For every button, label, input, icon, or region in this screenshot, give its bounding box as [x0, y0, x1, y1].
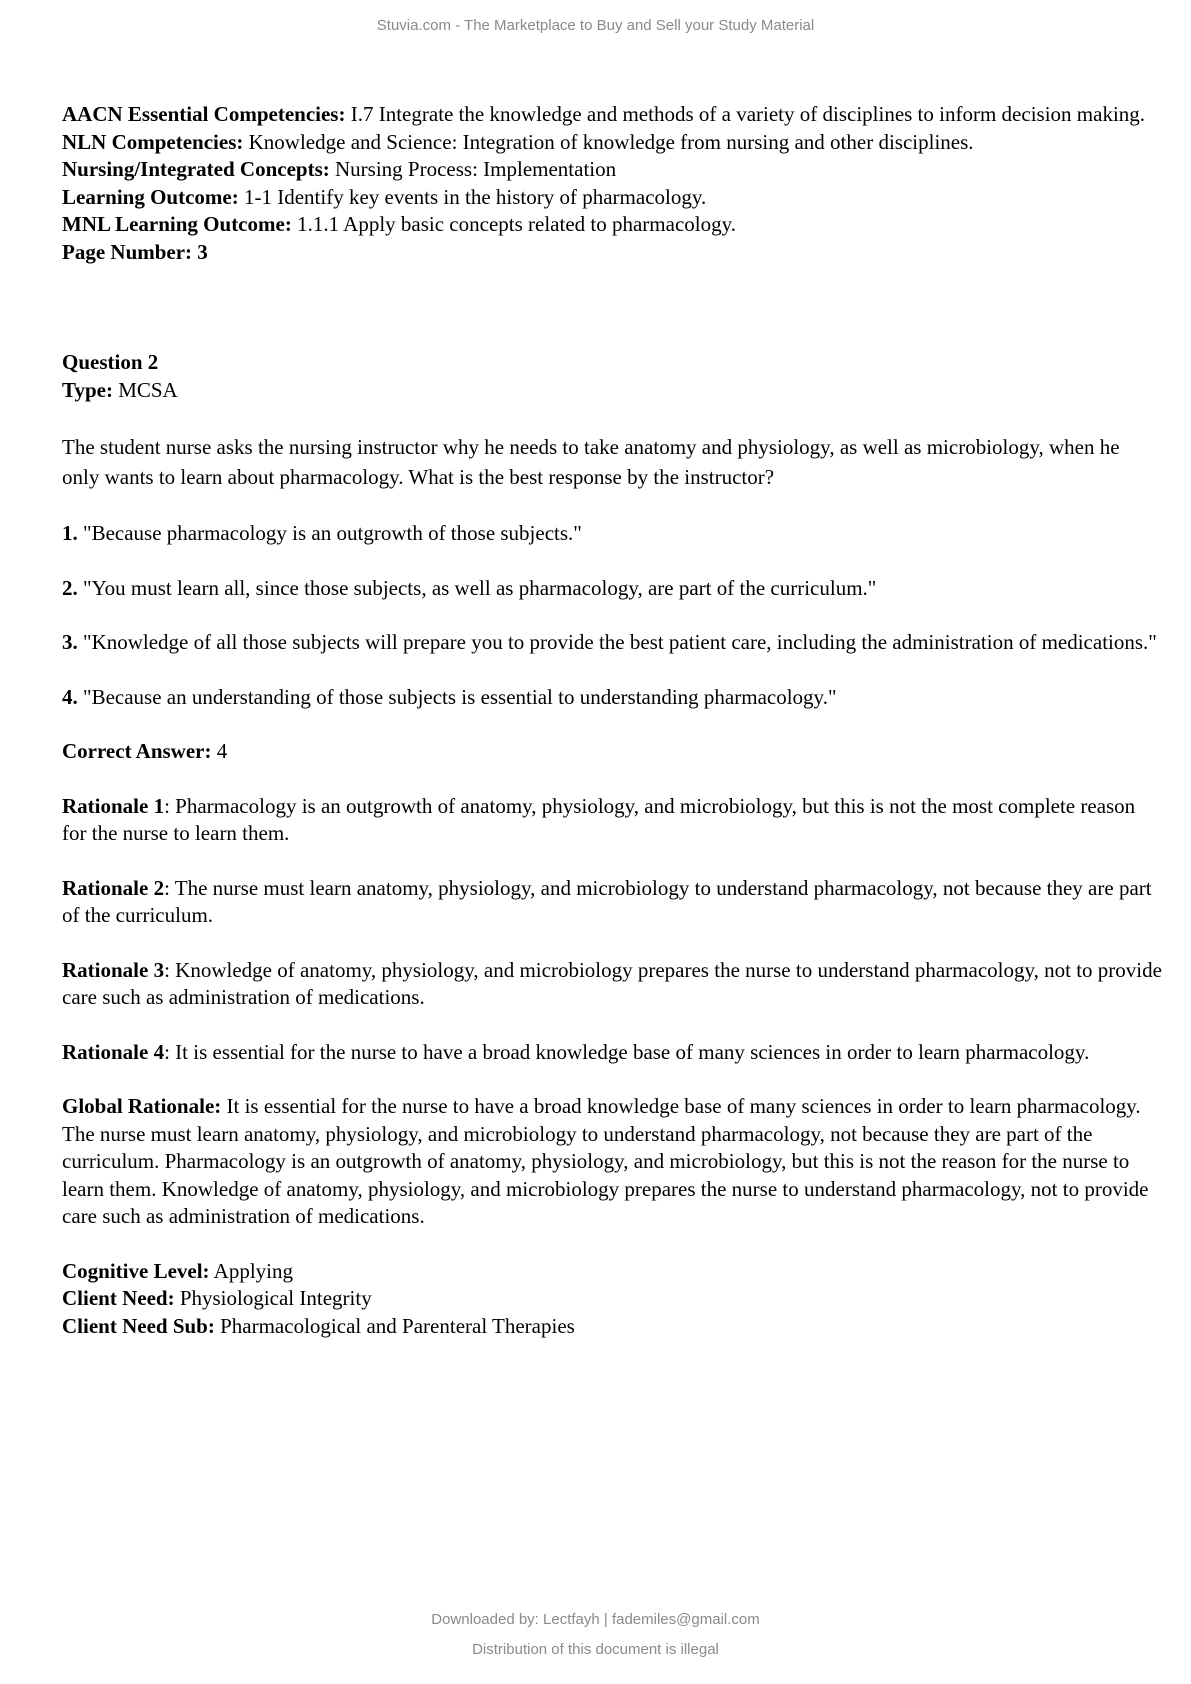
client-need-value: Physiological Integrity [174, 1286, 372, 1310]
cognitive-level-line [62, 1258, 1162, 1286]
rationale-label: Rationale 1 [62, 793, 165, 818]
option-number: 2. [62, 575, 78, 600]
rationale-1 [62, 793, 1162, 848]
document-body [62, 101, 1162, 1340]
question-type-line [62, 377, 1162, 405]
client-need-sub-label: Client Need Sub: [62, 1313, 215, 1338]
nursing-concepts-value: Nursing Process: Implementation [329, 157, 617, 181]
option-3 [62, 629, 1162, 657]
option-text: "Because an understanding of those subjects is essential to understanding pharmacology." [77, 684, 837, 709]
mnl-outcome-line [62, 211, 1162, 239]
rationale-3 [62, 957, 1162, 1012]
nursing-concepts-line [62, 156, 1162, 184]
option-2 [62, 575, 1162, 603]
question-stem: The student nurse asks the nursing instructor why he needs to take anatomy and physiology, as well as microbiology, when he only wants to learn about pharmacology. What is the best response by the instructor? [62, 435, 1120, 489]
correct-answer-value: 4 [211, 739, 228, 763]
correct-answer-label: Correct Answer: [62, 739, 212, 763]
nln-value: Knowledge and Science: Integration of knowledge from nursing and other disciplines. [243, 129, 974, 154]
rationale-label: Rationale 2 [62, 875, 165, 900]
rationale-text: : The nurse must learn anatomy, physiology, and microbiology to understand pharmacology, not because they are part of the curriculum. [62, 875, 1152, 927]
rationale-text: : It is essential for the nurse to have a broad knowledge base of many sciences in order to learn pharmacology. [164, 1039, 1090, 1064]
footer-downloaded: Downloaded by: Lectfayh | fademiles@gmail.com [431, 1611, 760, 1628]
question-title: Question 2 [62, 350, 159, 374]
client-need-sub-line [62, 1313, 1162, 1341]
correct-answer-line [62, 738, 1162, 766]
footer-distribution: Distribution of this document is illegal [472, 1641, 719, 1658]
global-rationale-text: It is essential for the nurse to have a broad knowledge base of many sciences in order to learn pharmacology. The nurse must learn anatomy, physiology, and microbiology to understand pharmacology, not because they are part of the curriculum. Pharmacology is an outgrowth of anatomy, physiology, and microbiology, but this is not the reason for the nurse to learn them. Knowledge of anatomy, physiology, and microbiology prepares the nurse to understand pharmacology, not to provide care such as administration of medications. [62, 1094, 1149, 1228]
option-1 [62, 520, 1162, 548]
question-type-value: MCSA [112, 377, 178, 402]
client-need-sub-value: Pharmacological and Parenteral Therapies [214, 1313, 575, 1338]
learning-outcome-value: 1-1 Identify key events in the history of pharmacology. [238, 184, 707, 209]
cognitive-level-value: Applying [209, 1258, 293, 1283]
global-rationale-label: Global Rationale: [62, 1094, 222, 1118]
option-text: "Knowledge of all those subjects will prepare you to provide the best patient care, including the administration of medications." [77, 630, 1157, 654]
client-need-line [62, 1285, 1162, 1313]
question-type-label: Type: [62, 377, 113, 402]
rationale-label: Rationale 3 [62, 957, 165, 982]
page-number-line [62, 239, 1162, 267]
global-rationale [62, 1093, 1162, 1231]
rationale-text: : Pharmacology is an outgrowth of anatomy, physiology, and microbiology, but this is not the most complete reason for the nurse to learn them. [62, 793, 1136, 845]
nursing-concepts-label: Nursing/Integrated Concepts: [62, 157, 330, 181]
nln-line [62, 129, 1162, 157]
aacn-line [62, 101, 1162, 129]
cognitive-level-label: Cognitive Level: [62, 1258, 210, 1283]
mnl-outcome-label: MNL Learning Outcome: [62, 212, 292, 236]
option-text: "Because pharmacology is an outgrowth of those subjects." [77, 521, 582, 545]
aacn-value: I.7 Integrate the knowledge and methods of a variety of disciplines to inform decision making. [345, 102, 1146, 126]
mnl-outcome-value: 1.1.1 Apply basic concepts related to pharmacology. [291, 212, 736, 236]
option-text: "You must learn all, since those subjects, as well as pharmacology, are part of the curriculum." [77, 575, 877, 600]
page-header: Stuvia.com - The Marketplace to Buy and Sell your Study Material [376, 17, 815, 34]
learning-outcome-label: Learning Outcome: [62, 184, 239, 209]
learning-outcome-line [62, 184, 1162, 212]
nln-label: NLN Competencies: [62, 129, 244, 154]
rationale-2 [62, 875, 1162, 930]
option-number: 1. [62, 521, 78, 545]
rationale-4 [62, 1039, 1162, 1067]
rationale-text: : Knowledge of anatomy, physiology, and microbiology prepares the nurse to understand pharmacology, not to provide care such as administration of medications. [62, 957, 1162, 1009]
option-number: 3. [62, 630, 78, 654]
option-number: 4. [62, 684, 78, 709]
client-need-label: Client Need: [62, 1286, 175, 1310]
aacn-label: AACN Essential Competencies: [62, 102, 346, 126]
rationale-label: Rationale 4 [62, 1039, 165, 1064]
page-number-label: Page Number: 3 [62, 239, 208, 264]
option-4 [62, 684, 1162, 712]
